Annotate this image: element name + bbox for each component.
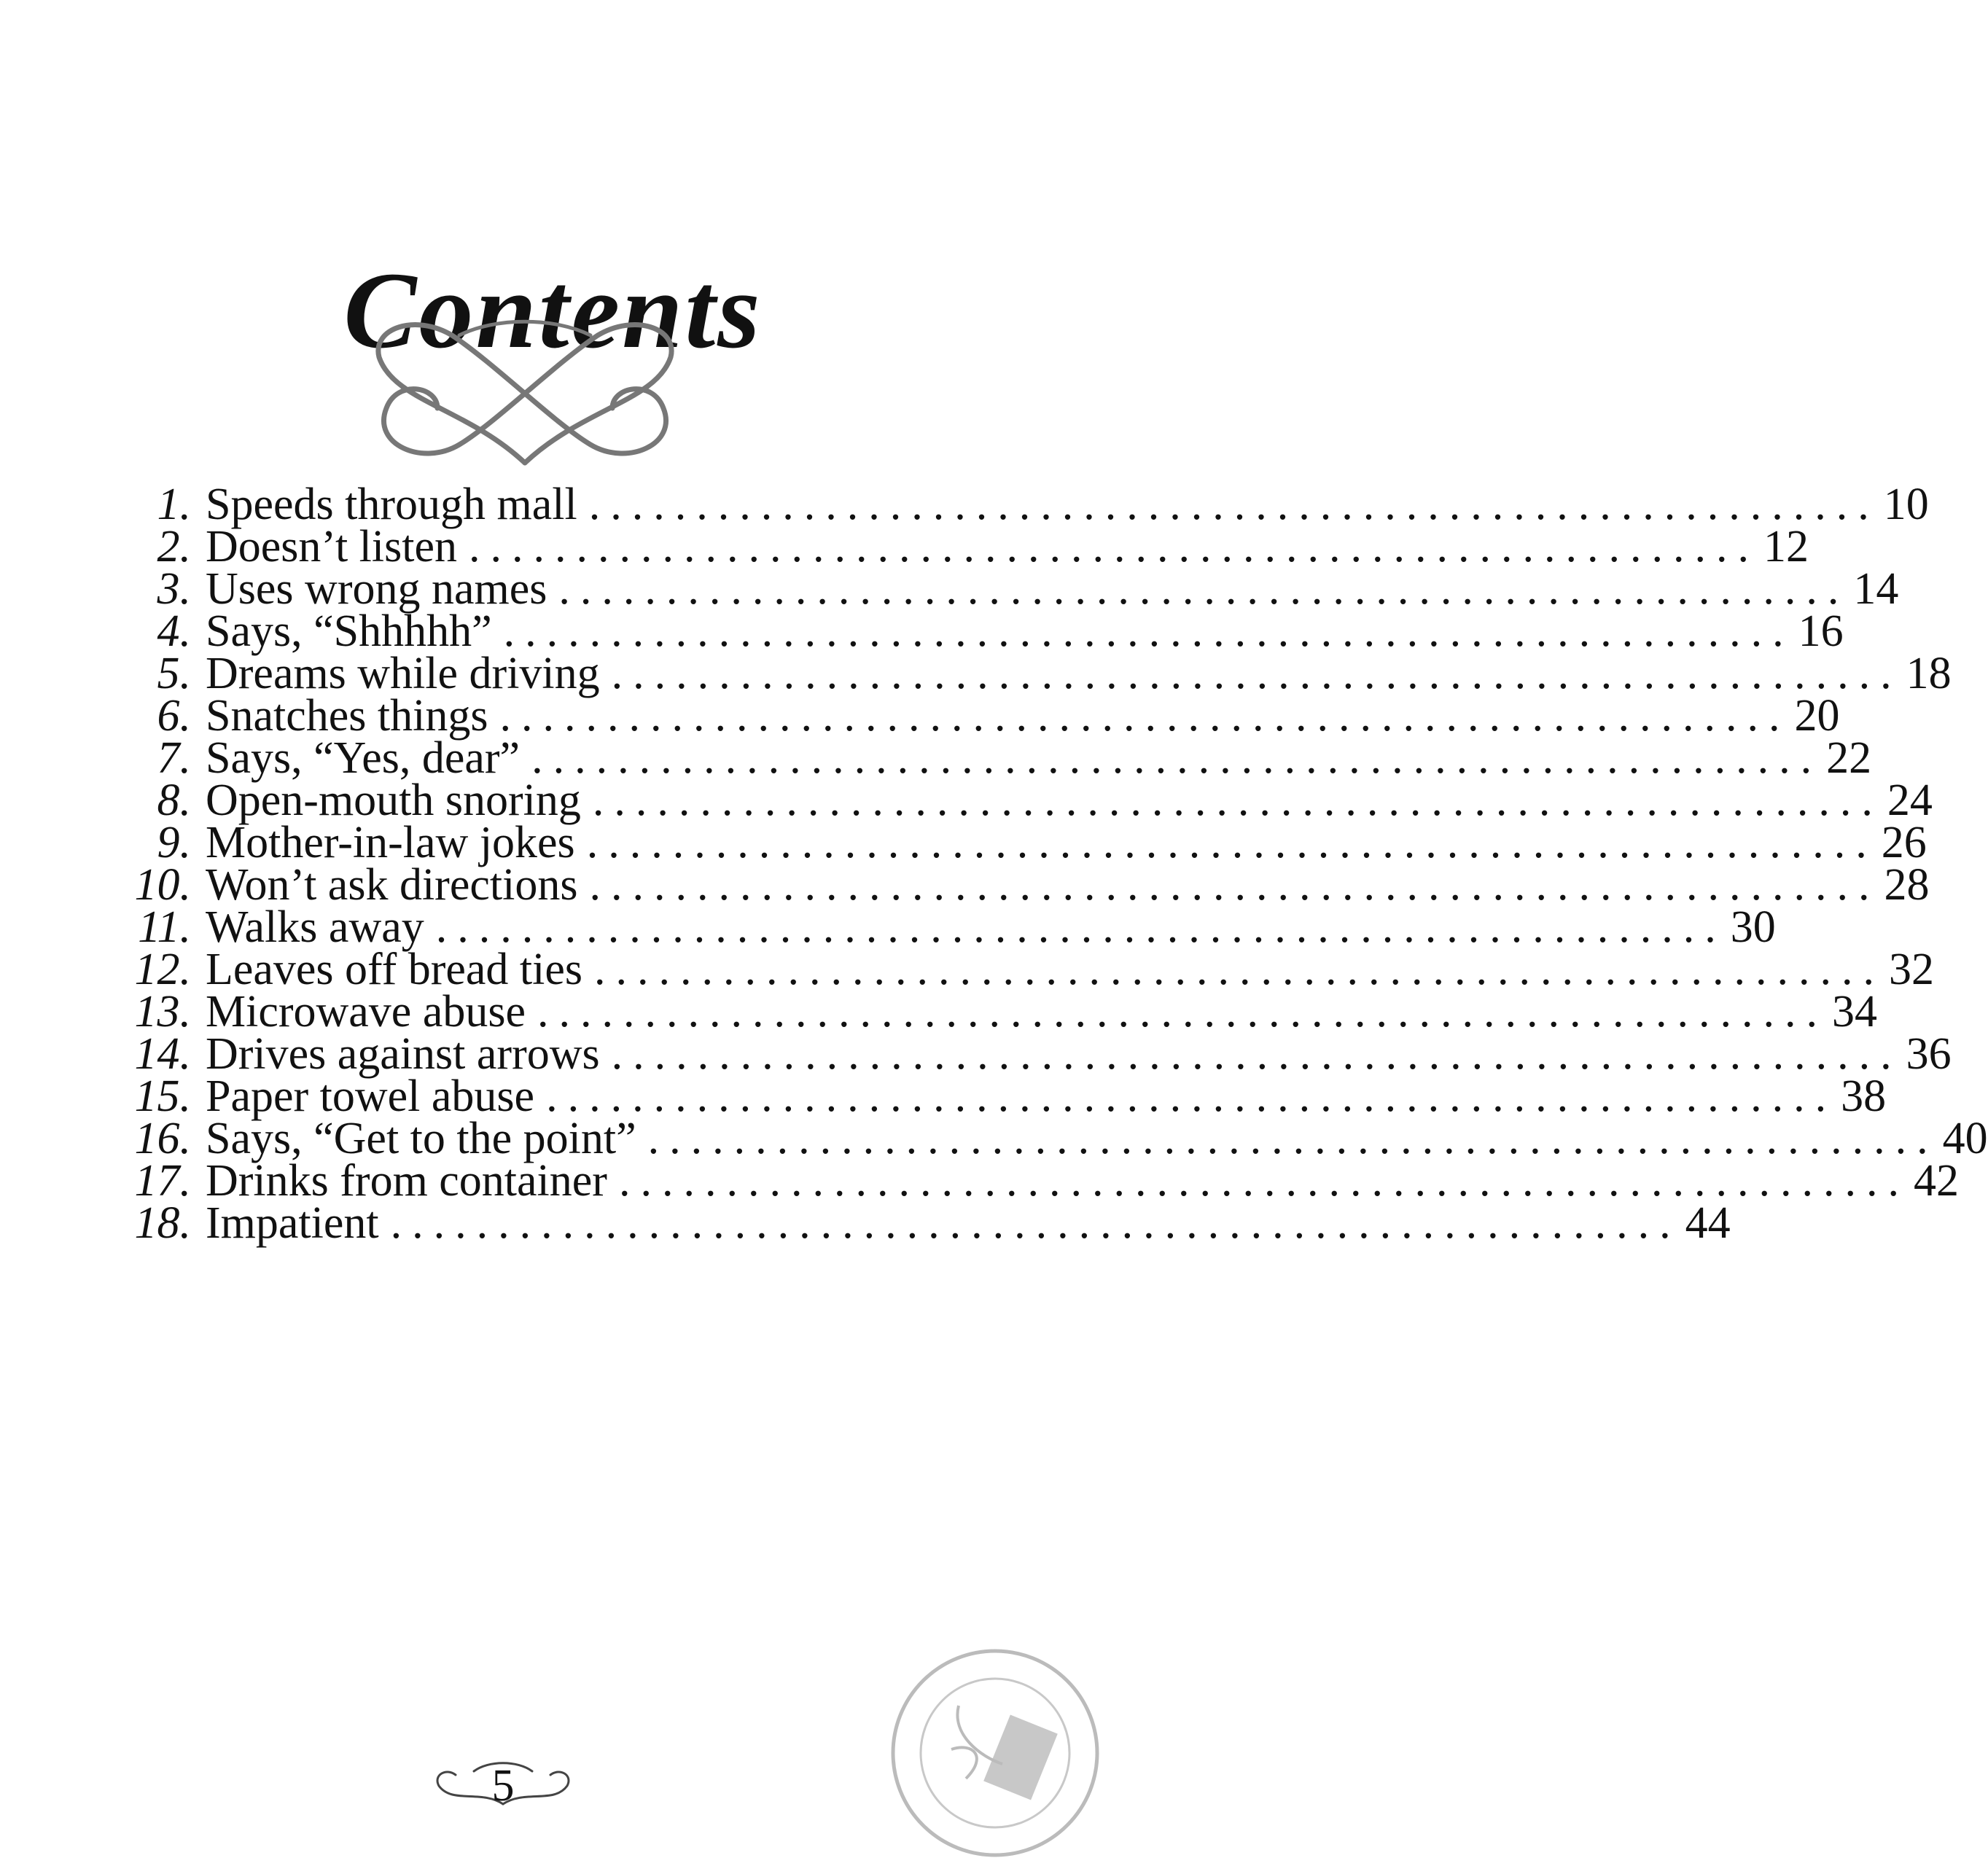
toc-entry-title: Says, “Shhhhh”	[206, 606, 492, 656]
toc-entry-title: Snatches things	[206, 691, 488, 741]
toc-entry-title: Speeds through mall	[206, 480, 577, 529]
toc-leader-dots: ............................................................	[594, 945, 1885, 994]
toc-entry-page: 28	[1884, 860, 1930, 910]
toc-leader-dots: ............................................................	[592, 776, 1883, 825]
toc-leader-dots: ............................................................	[546, 1071, 1837, 1121]
toc-leader-dots: ............................................................	[647, 1114, 1938, 1163]
toc-entry-title: Drives against arrows	[206, 1029, 600, 1079]
toc-entry-title: Impatient	[206, 1198, 379, 1248]
toc-entry-page: 20	[1794, 691, 1840, 741]
toc-entry-page: 14	[1853, 564, 1899, 614]
toc-entry-page: 10	[1883, 480, 1929, 529]
toc-entry-number: 3.	[157, 564, 191, 614]
toc-entry-number: 14.	[134, 1029, 191, 1079]
toc-entry-number: 8.	[157, 776, 191, 825]
toc-leader-dots: ............................................................	[390, 1198, 1681, 1248]
toc-leader-dots: ............................................................	[618, 1156, 1909, 1206]
toc-leader-dots: ............................................................	[588, 480, 1879, 529]
toc-entry-number: 5.	[157, 649, 191, 698]
toc-entry-title: Uses wrong names	[206, 564, 547, 614]
toc-entry-number: 7.	[157, 733, 191, 783]
toc-entry-page: 32	[1889, 945, 1935, 994]
toc-entry-page: 18	[1906, 649, 1952, 698]
toc-leader-dots: ............................................................	[537, 987, 1828, 1037]
toc-entry-number: 4.	[157, 606, 191, 656]
toc-entry-number: 2.	[157, 522, 191, 571]
toc-entry-title: Won’t ask directions	[206, 860, 578, 910]
toc-entry-page: 22	[1826, 733, 1872, 783]
toc-entry-title: Doesn’t listen	[206, 522, 457, 571]
toc-entry-page: 16	[1798, 606, 1844, 656]
toc-entry-title: Walks away	[206, 902, 424, 952]
flourish-ornament-icon	[350, 306, 700, 481]
toc-leader-dots: ............................................................	[611, 1029, 1902, 1079]
toc-leader-dots: ............................................................	[503, 606, 1794, 656]
toc-entry-page: 24	[1887, 776, 1933, 825]
toc-entry-number: 1.	[157, 480, 191, 529]
toc-entry-title: Microwave abuse	[206, 987, 526, 1037]
toc-leader-dots: ............................................................	[586, 818, 1877, 867]
toc-leader-dots: ............................................................	[589, 860, 1880, 910]
toc-entry-page: 44	[1685, 1198, 1731, 1248]
toc-leader-dots: ............................................................	[499, 691, 1790, 741]
toc-entry-page: 34	[1832, 987, 1877, 1037]
toc-entry-number: 10.	[134, 860, 191, 910]
toc-entry-number: 17.	[134, 1156, 191, 1206]
toc-entry-number: 6.	[157, 691, 191, 741]
toc-entry-page: 40	[1942, 1114, 1988, 1163]
toc-entry-title: Drinks from container	[206, 1156, 607, 1206]
toc-leader-dots: ............................................................	[531, 733, 1823, 783]
page-title: Contents	[343, 249, 763, 371]
toc-entry-page: 30	[1730, 902, 1776, 952]
toc-entry-title: Leaves off bread ties	[206, 945, 583, 994]
toc-entry-number: 12.	[134, 945, 191, 994]
toc-entry-title: Open-mouth snoring	[206, 776, 581, 825]
toc-entry-page: 36	[1906, 1029, 1952, 1079]
toc-entry-number: 18.	[134, 1198, 191, 1248]
toc-entry-title: Says, “Get to the point”	[206, 1114, 636, 1163]
toc-leader-dots: ............................................................	[558, 564, 1849, 614]
toc-leader-dots: ............................................................	[469, 522, 1759, 571]
toc-entry-title: Paper towel abuse	[206, 1071, 535, 1121]
toc-entry-number: 11.	[138, 902, 191, 952]
page-number: 5	[491, 1761, 515, 1811]
toc-entry-title: Mother-in-law jokes	[206, 818, 575, 867]
toc-entry-page: 26	[1881, 818, 1927, 867]
toc-entry-page: 12	[1763, 522, 1809, 571]
toc-entry-number: 15.	[134, 1071, 191, 1121]
toc-entry	[102, 1189, 1731, 1257]
toc-entry-title: Dreams while driving	[206, 649, 600, 698]
toc-entry-number: 16.	[134, 1114, 191, 1163]
toc-entry-number: 9.	[157, 818, 191, 867]
watermark-stamp-icon	[886, 1640, 1104, 1866]
page-footer	[430, 1746, 576, 1826]
toc-leader-dots: ............................................................	[435, 902, 1726, 952]
toc-entry-number: 13.	[134, 987, 191, 1037]
toc-entry-title: Says, “Yes, dear”	[206, 733, 521, 783]
toc-entry-page: 38	[1841, 1071, 1887, 1121]
toc-entry-page: 42	[1913, 1156, 1959, 1206]
toc-leader-dots: ............................................................	[611, 649, 1902, 698]
